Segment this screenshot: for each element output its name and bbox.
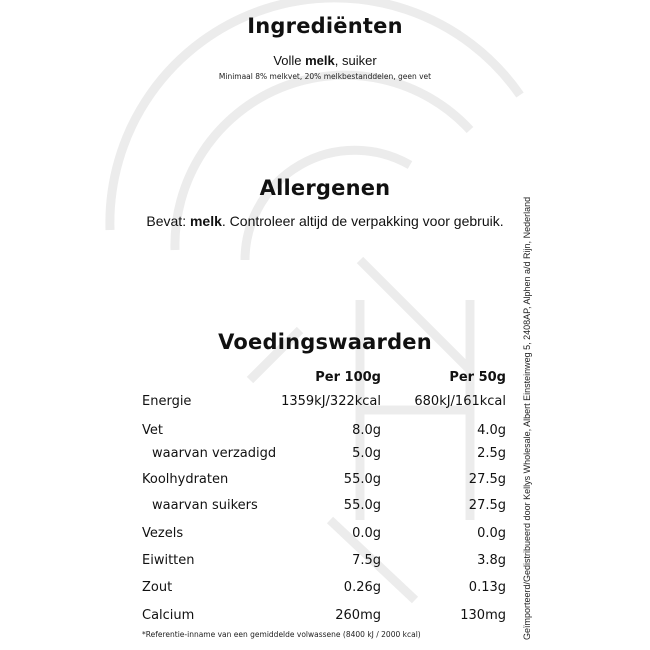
row-label: Vezels <box>142 526 184 541</box>
table-row <box>142 423 506 443</box>
allergens-suffix: . Controleer altijd de verpakking voor gebruik. <box>221 213 504 229</box>
row-per100: 55.0g <box>343 498 381 513</box>
row-label: Calcium <box>142 608 195 623</box>
ingredients-allergen: melk <box>305 53 335 68</box>
nutrition-header-row <box>142 370 506 390</box>
allergens-allergen: melk <box>189 213 222 229</box>
row-per50: 4.0g <box>477 423 506 438</box>
row-per50: 2.5g <box>477 446 506 461</box>
row-per100: 260mg <box>335 608 381 623</box>
row-label: Energie <box>142 394 192 409</box>
row-label: waarvan verzadigd <box>152 446 277 461</box>
row-per100: 55.0g <box>343 472 381 487</box>
row-per50: 0.13g <box>468 580 506 595</box>
importer-address: Geïmporteerd/Gedistribueerd door Kellys Wholesale, Albert Einsteinweg 5, 2408AP, Alphen a/d Rijn, Nederland <box>522 196 532 640</box>
table-row <box>142 608 506 628</box>
ingredients-title: Ingrediënten <box>247 14 403 38</box>
table-row <box>142 553 506 573</box>
allergens-prefix: Bevat: <box>146 213 190 229</box>
row-per50: 0.0g <box>477 526 506 541</box>
row-per50: 27.5g <box>468 472 506 487</box>
col-per100-header: Per 100g <box>315 370 381 385</box>
row-label: waarvan suikers <box>152 498 258 513</box>
ingredients-text: Volle <box>273 53 306 68</box>
table-row <box>142 580 506 600</box>
row-per50: 680kJ/161kcal <box>414 394 506 409</box>
row-per100: 7.5g <box>352 553 381 568</box>
table-row <box>142 472 506 492</box>
nutrition-title: Voedingswaarden <box>218 330 432 354</box>
col-per50-header: Per 50g <box>449 370 506 385</box>
table-row <box>142 394 506 414</box>
row-label: Eiwitten <box>142 553 195 568</box>
footnote: *Referentie-inname van een gemiddelde volwassene (8400 kJ / 2000 kcal) <box>142 630 421 639</box>
row-per100: 0.0g <box>352 526 381 541</box>
table-row <box>142 526 506 546</box>
allergens-title: Allergenen <box>259 176 391 200</box>
table-row <box>142 498 506 518</box>
row-label: Zout <box>142 580 173 595</box>
ingredients-line <box>0 53 650 68</box>
row-per100: 1359kJ/322kcal <box>281 394 381 409</box>
row-per100: 5.0g <box>352 446 381 461</box>
row-label: Koolhydraten <box>142 472 229 487</box>
allergens-text <box>145 210 505 232</box>
row-per50: 27.5g <box>468 498 506 513</box>
row-per100: 8.0g <box>352 423 381 438</box>
table-row <box>142 446 506 466</box>
row-label: Vet <box>142 423 163 438</box>
row-per50: 3.8g <box>477 553 506 568</box>
ingredients-text-rest: , suiker <box>334 53 377 68</box>
ingredients-subline: Minimaal 8% melkvet, 20% melkbestanddelen, geen vet <box>218 72 432 81</box>
row-per100: 0.26g <box>343 580 381 595</box>
row-per50: 130mg <box>460 608 506 623</box>
